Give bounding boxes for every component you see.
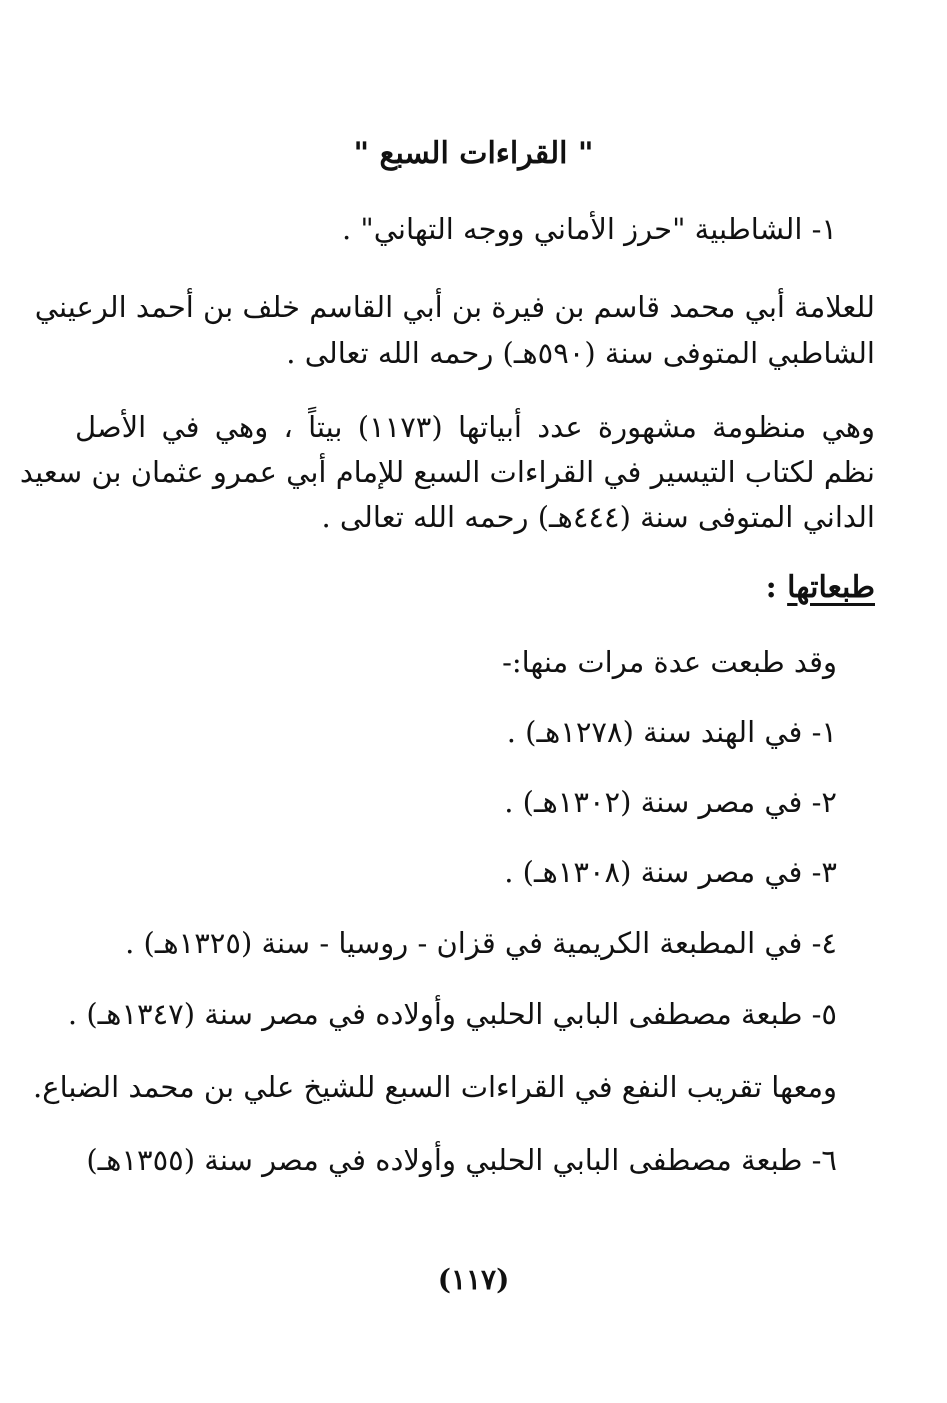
list-item-shatibiyya: ١- الشاطبية "حرز الأماني ووجه التهاني" . <box>341 212 837 246</box>
edition-note: ومعها تقريب النفع في القراءات السبع للشيخ علي بن محمد الضباع. <box>33 1070 837 1104</box>
edition-item: ٣- في مصر سنة (١٣٠٨هـ) . <box>504 855 837 889</box>
page-number: (١١٧) <box>437 1263 510 1296</box>
edition-item: ٢- في مصر سنة (١٣٠٢هـ) . <box>504 785 837 819</box>
author-paragraph-line-1: للعلامة أبي محمد قاسم بن فيرة بن أبي القاسم خلف بن أحمد الرعيني <box>34 290 875 324</box>
editions-heading-colon: : <box>765 570 788 605</box>
edition-item: ٥- طبعة مصطفى البابي الحلبي وأولاده في مصر سنة (١٣٤٧هـ) . <box>67 997 837 1031</box>
edition-item: ٤- في المطبعة الكريمية في قزان - روسيا - سنة (١٣٢٥هـ) . <box>125 926 837 960</box>
page-title: " القراءات السبع " <box>353 136 594 171</box>
edition-item: ٦- طبعة مصطفى البابي الحلبي وأولاده في مصر سنة (١٣٥٥هـ) <box>86 1143 837 1177</box>
editions-heading <box>766 570 875 605</box>
author-paragraph-line-2: الشاطبي المتوفى سنة (٥٩٠هـ) رحمه الله تعالى . <box>286 336 875 370</box>
editions-heading-text: طبعاتها <box>787 570 875 605</box>
description-paragraph-line-1: وهي منظومة مشهورة عدد أبياتها (١١٧٣) بيتاً ، وهي في الأصل <box>75 410 875 444</box>
description-paragraph-line-3: الداني المتوفى سنة (٤٤٤هـ) رحمه الله تعالى . <box>321 500 875 534</box>
description-paragraph-line-2: نظم لكتاب التيسير في القراءات السبع للإمام أبي عمرو عثمان بن سعيد <box>19 455 875 489</box>
edition-item: ١- في الهند سنة (١٢٧٨هـ) . <box>506 715 837 749</box>
editions-intro: وقد طبعت عدة مرات منها:- <box>502 645 837 679</box>
